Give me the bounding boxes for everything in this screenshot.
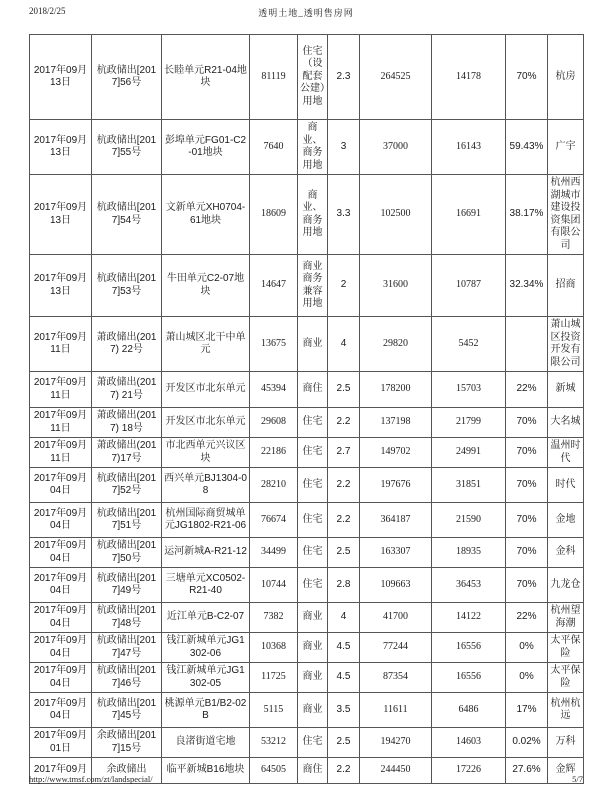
cell-type: 商业 [298, 603, 328, 633]
cell-name: 临平新城B16地块 [162, 758, 250, 784]
cell-doc: 杭政储出[2017]54号 [92, 175, 162, 255]
cell-doc: 杭政储出[2017]49号 [92, 568, 162, 603]
cell-type: 住宅 [298, 538, 328, 568]
cell-date: 2017年09月13日 [30, 120, 92, 175]
footer-url: http://www.tmsf.com/zt/landspecial/ [29, 774, 153, 784]
cell-date: 2017年09月04日 [30, 663, 92, 693]
cell-unit: 16556 [432, 663, 506, 693]
cell-total: 29820 [360, 317, 432, 372]
cell-type: 商住 [298, 372, 328, 408]
table-row [30, 538, 584, 568]
cell-area: 7382 [250, 603, 298, 633]
cell-pct: 70% [506, 438, 548, 468]
print-date: 2018/2/25 [29, 6, 66, 16]
cell-total: 264525 [360, 35, 432, 120]
cell-total: 102500 [360, 175, 432, 255]
cell-unit: 14178 [432, 35, 506, 120]
page-number: 5/7 [572, 774, 583, 784]
cell-total: 364187 [360, 503, 432, 538]
cell-ratio: 2 [328, 255, 360, 317]
cell-ratio: 2.5 [328, 728, 360, 758]
cell-company: 金地 [548, 503, 584, 538]
cell-total: 163307 [360, 538, 432, 568]
cell-type: 商住 [298, 758, 328, 784]
cell-pct: 0% [506, 663, 548, 693]
table-row [30, 372, 584, 408]
cell-name: 桃源单元B1/B2-02B [162, 693, 250, 728]
cell-company: 萧山城区投资开发有限公司 [548, 317, 584, 372]
cell-total: 37000 [360, 120, 432, 175]
cell-name: 三塘单元XC0502-R21-40 [162, 568, 250, 603]
cell-pct: 70% [506, 35, 548, 120]
cell-date: 2017年09月01日 [30, 728, 92, 758]
cell-doc: 杭政储出[2017]55号 [92, 120, 162, 175]
cell-unit: 14122 [432, 603, 506, 633]
cell-pct: 38.17% [506, 175, 548, 255]
cell-area: 10368 [250, 633, 298, 663]
cell-company: 杭州西湖城市建设投资集团有限公司 [548, 175, 584, 255]
cell-company: 九龙仓 [548, 568, 584, 603]
cell-total: 31600 [360, 255, 432, 317]
cell-unit: 24991 [432, 438, 506, 468]
cell-date: 2017年09月04日 [30, 693, 92, 728]
cell-date: 2017年09月04日 [30, 503, 92, 538]
cell-company: 招商 [548, 255, 584, 317]
table-row [30, 568, 584, 603]
cell-area: 18609 [250, 175, 298, 255]
cell-area: 29608 [250, 408, 298, 438]
cell-ratio: 2.7 [328, 438, 360, 468]
cell-company: 杭州望海潮 [548, 603, 584, 633]
cell-pct: 59.43% [506, 120, 548, 175]
cell-doc: 萧政储出(2017) 21号 [92, 372, 162, 408]
cell-doc: 杭政储出[2017]50号 [92, 538, 162, 568]
cell-area: 76674 [250, 503, 298, 538]
cell-date: 2017年09月11日 [30, 317, 92, 372]
cell-ratio: 4.5 [328, 663, 360, 693]
cell-area: 13675 [250, 317, 298, 372]
cell-type: 住宅 [298, 438, 328, 468]
cell-doc: 萧政储出(2017) 22号 [92, 317, 162, 372]
cell-total: 197676 [360, 468, 432, 503]
cell-unit: 21590 [432, 503, 506, 538]
cell-type: 住宅 [298, 468, 328, 503]
cell-company: 大名城 [548, 408, 584, 438]
cell-pct: 17% [506, 693, 548, 728]
cell-type: 商业 [298, 693, 328, 728]
cell-doc: 杭政储出[2017]46号 [92, 663, 162, 693]
cell-area: 10744 [250, 568, 298, 603]
cell-pct: 32.34% [506, 255, 548, 317]
cell-company: 金科 [548, 538, 584, 568]
cell-unit: 31851 [432, 468, 506, 503]
cell-area: 5115 [250, 693, 298, 728]
cell-ratio: 2.3 [328, 35, 360, 120]
table-row [30, 255, 584, 317]
table-row [30, 408, 584, 438]
cell-company: 万科 [548, 728, 584, 758]
cell-doc: 萧政储出(2017)17号 [92, 438, 162, 468]
cell-area: 64505 [250, 758, 298, 784]
cell-doc: 杭政储出[2017]56号 [92, 35, 162, 120]
cell-name: 彭埠单元FG01-C2-01地块 [162, 120, 250, 175]
cell-date: 2017年09月11日 [30, 372, 92, 408]
cell-unit: 21799 [432, 408, 506, 438]
cell-total: 11611 [360, 693, 432, 728]
cell-pct: 0% [506, 633, 548, 663]
cell-doc: 余政储出 [92, 758, 162, 784]
cell-ratio: 4 [328, 603, 360, 633]
cell-type: 商业、商务用地 [298, 120, 328, 175]
cell-unit: 17226 [432, 758, 506, 784]
table-row [30, 317, 584, 372]
cell-name: 文新单元XH0704-61地块 [162, 175, 250, 255]
cell-name: 长睦单元R21-04地块 [162, 35, 250, 120]
cell-total: 87354 [360, 663, 432, 693]
cell-company: 太平保险 [548, 663, 584, 693]
cell-name: 开发区市北东单元 [162, 408, 250, 438]
cell-pct [506, 317, 548, 372]
cell-unit: 15703 [432, 372, 506, 408]
cell-area: 22186 [250, 438, 298, 468]
cell-name: 钱江新城单元JG1302-06 [162, 633, 250, 663]
cell-name: 运河新城A-R21-12 [162, 538, 250, 568]
cell-total: 77244 [360, 633, 432, 663]
cell-ratio: 4.5 [328, 633, 360, 663]
table-row [30, 120, 584, 175]
cell-type: 商业商务兼容用地 [298, 255, 328, 317]
page-title: 透明土地_透明售房网 [258, 8, 354, 18]
cell-pct: 70% [506, 408, 548, 438]
cell-type: 商业 [298, 317, 328, 372]
cell-pct: 27.6% [506, 758, 548, 784]
cell-area: 34499 [250, 538, 298, 568]
cell-ratio: 2.2 [328, 503, 360, 538]
cell-ratio: 3.3 [328, 175, 360, 255]
cell-unit: 16556 [432, 633, 506, 663]
cell-name: 良渚街道宅地 [162, 728, 250, 758]
cell-name: 近江单元B-C2-07 [162, 603, 250, 633]
cell-type: 住宅 [298, 503, 328, 538]
cell-pct: 70% [506, 538, 548, 568]
cell-area: 45394 [250, 372, 298, 408]
cell-doc: 杭政储出[2017]45号 [92, 693, 162, 728]
cell-area: 14647 [250, 255, 298, 317]
cell-total: 149702 [360, 438, 432, 468]
table-row [30, 468, 584, 503]
cell-unit: 36453 [432, 568, 506, 603]
cell-unit: 5452 [432, 317, 506, 372]
cell-date: 2017年09月11日 [30, 438, 92, 468]
cell-name: 市北西单元兴议区块 [162, 438, 250, 468]
table-row [30, 175, 584, 255]
cell-date: 2017年09月13日 [30, 255, 92, 317]
cell-date: 2017年09月11日 [30, 408, 92, 438]
cell-name: 西兴单元BJ1304-08 [162, 468, 250, 503]
cell-company: 新城 [548, 372, 584, 408]
cell-date: 2017年09月04日 [30, 633, 92, 663]
cell-date: 2017年09月04日 [30, 568, 92, 603]
cell-ratio: 2.8 [328, 568, 360, 603]
land-table-body [30, 35, 584, 784]
cell-doc: 余政储出[2017]15号 [92, 728, 162, 758]
cell-type: 住宅（设配套公建）用地 [298, 35, 328, 120]
table-row [30, 728, 584, 758]
cell-date: 2017年09月13日 [30, 35, 92, 120]
cell-unit: 14603 [432, 728, 506, 758]
cell-area: 7640 [250, 120, 298, 175]
cell-pct: 70% [506, 568, 548, 603]
cell-ratio: 2.2 [328, 758, 360, 784]
cell-total: 137198 [360, 408, 432, 438]
cell-area: 81119 [250, 35, 298, 120]
cell-area: 11725 [250, 663, 298, 693]
cell-ratio: 2.2 [328, 408, 360, 438]
cell-pct: 70% [506, 468, 548, 503]
cell-ratio: 2.2 [328, 468, 360, 503]
cell-type: 商业 [298, 663, 328, 693]
cell-ratio: 4 [328, 317, 360, 372]
cell-unit: 18935 [432, 538, 506, 568]
cell-date: 2017年09月04日 [30, 603, 92, 633]
cell-type: 住宅 [298, 568, 328, 603]
table-row [30, 503, 584, 538]
table-row [30, 438, 584, 468]
cell-total: 244450 [360, 758, 432, 784]
land-sales-table [29, 34, 584, 784]
cell-company: 金辉 [548, 758, 584, 784]
cell-total: 178200 [360, 372, 432, 408]
land-table-container [29, 34, 585, 776]
cell-doc: 杭政储出[2017]51号 [92, 503, 162, 538]
cell-total: 194270 [360, 728, 432, 758]
page-footer [29, 772, 583, 784]
cell-company: 温州时代 [548, 438, 584, 468]
cell-total: 109663 [360, 568, 432, 603]
cell-date: 2017年09月04日 [30, 468, 92, 503]
cell-doc: 萧政储出(2017) 18号 [92, 408, 162, 438]
cell-area: 53212 [250, 728, 298, 758]
cell-ratio: 2.5 [328, 372, 360, 408]
cell-ratio: 2.5 [328, 538, 360, 568]
table-row [30, 663, 584, 693]
cell-date: 2017年09月13日 [30, 175, 92, 255]
cell-company: 广宇 [548, 120, 584, 175]
cell-company: 时代 [548, 468, 584, 503]
cell-area: 28210 [250, 468, 298, 503]
cell-pct: 70% [506, 503, 548, 538]
cell-doc: 杭政储出[2017]52号 [92, 468, 162, 503]
cell-unit: 16143 [432, 120, 506, 175]
cell-type: 商业、商务用地 [298, 175, 328, 255]
cell-date: 2017年09月04日 [30, 538, 92, 568]
cell-company: 杭州杭远 [548, 693, 584, 728]
table-row [30, 603, 584, 633]
cell-name: 开发区市北东单元 [162, 372, 250, 408]
cell-name: 钱江新城单元JG1302-05 [162, 663, 250, 693]
cell-unit: 10787 [432, 255, 506, 317]
cell-doc: 杭政储出[2017]48号 [92, 603, 162, 633]
cell-doc: 杭政储出[2017]53号 [92, 255, 162, 317]
cell-ratio: 3.5 [328, 693, 360, 728]
cell-pct: 22% [506, 372, 548, 408]
cell-type: 商业 [298, 633, 328, 663]
cell-pct: 22% [506, 603, 548, 633]
cell-doc: 杭政储出[2017]47号 [92, 633, 162, 663]
cell-name: 萧山城区北干中单元 [162, 317, 250, 372]
cell-name: 牛田单元C2-07地块 [162, 255, 250, 317]
table-row [30, 633, 584, 663]
cell-unit: 6486 [432, 693, 506, 728]
cell-name: 杭州国际商贸城单元JG1802-R21-06 [162, 503, 250, 538]
cell-date: 2017年09月 [30, 758, 92, 784]
cell-company: 杭房 [548, 35, 584, 120]
table-row [30, 693, 584, 728]
cell-total: 41700 [360, 603, 432, 633]
cell-ratio: 3 [328, 120, 360, 175]
table-row [30, 35, 584, 120]
cell-company: 太平保险 [548, 633, 584, 663]
cell-unit: 16691 [432, 175, 506, 255]
cell-type: 住宅 [298, 408, 328, 438]
cell-pct: 0.02% [506, 728, 548, 758]
cell-type: 住宅 [298, 728, 328, 758]
